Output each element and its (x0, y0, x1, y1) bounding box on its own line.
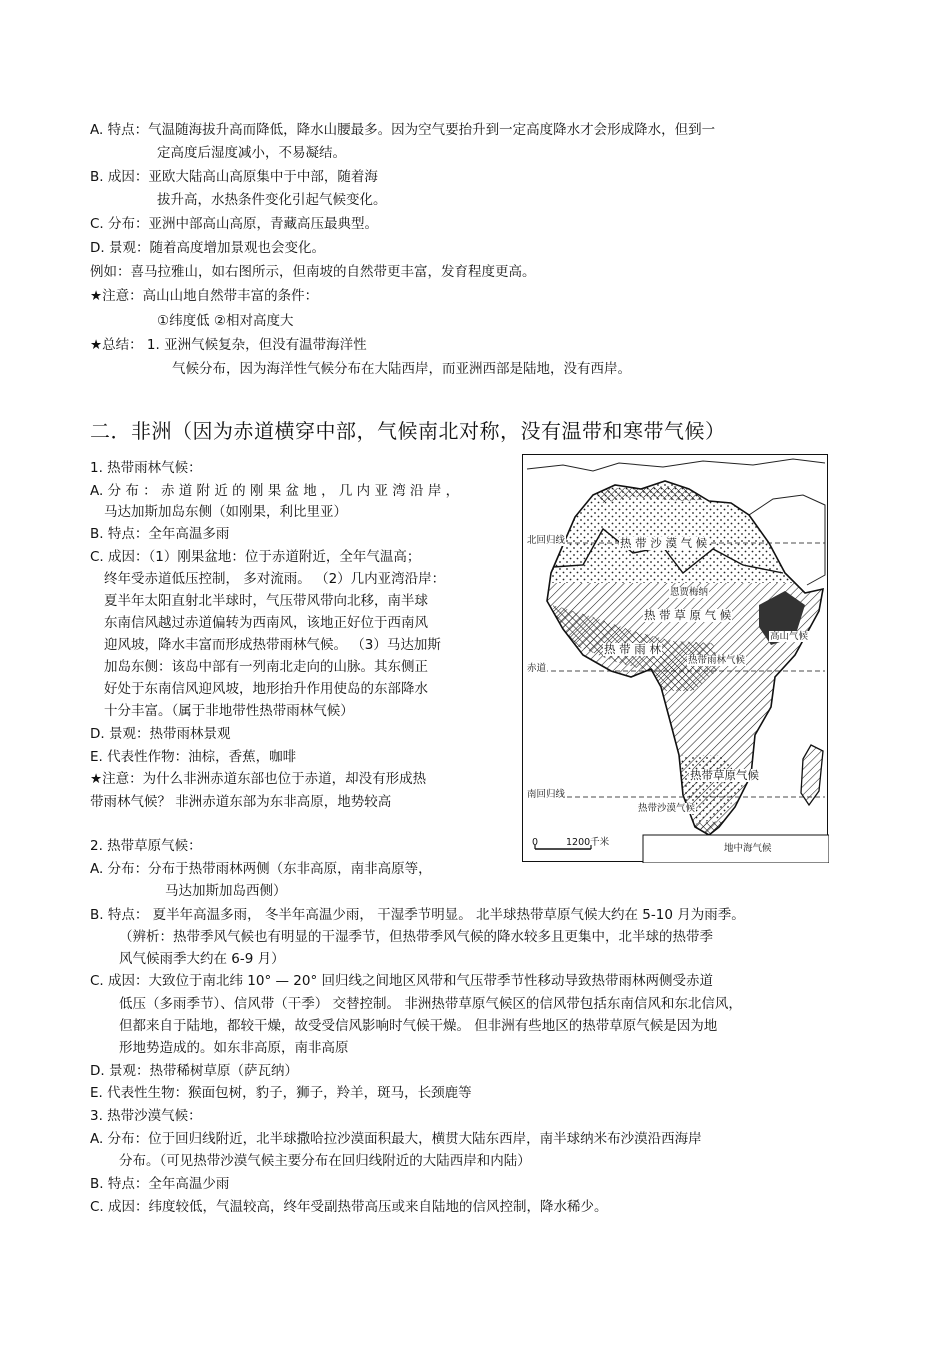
rainforest-note-line2: 带雨林气候？ 非洲赤道东部为东非高原，地势较高 (90, 794, 392, 810)
rainforest-e-line: E. 代表性作物：油棕，香蕉，咖啡 (90, 749, 297, 765)
desert-c-line: C. 成因：纬度较低，气温较高，终年受副热带高压或来自陆地的信风控制，降水稀少。 (90, 1199, 608, 1215)
rainforest-a-line1: A. 分 布 ： 赤 道 附 近 的 刚 果 盆 地 ， 几 内 亚 湾 沿 岸 ， (90, 483, 460, 499)
savanna-c-line3: 但都来自于陆地，都较干燥，故受受信风影响时气候干燥。 但非洲有些地区的热带草原气候是因为地 (119, 1018, 718, 1034)
madagascar (801, 745, 823, 805)
label-rainforest-zone: 热带雨林气候 (688, 655, 746, 666)
savanna-d-line: D. 景观：热带稀树草原（萨瓦纳） (90, 1063, 298, 1079)
label-equator: 赤道 (527, 663, 547, 674)
asia-a-line1: A. 特点：气温随海拔升高而降低，降水山腰最多。因为空气要抬升到一定高度降水才会形成降水，但到一 (90, 122, 716, 138)
savanna-b-line1: B. 特点： 夏半年高温多雨， 冬半年高温少雨， 干湿季节明显。 北半球热带草原气候大约在 5-10 月为雨季。 (90, 907, 745, 923)
asia-b-line2: 拔升高，水热条件变化引起气候变化。 (157, 192, 387, 208)
desert-a-line1: A. 分布：位于回归线附近，北半球撒哈拉沙漠面积最大，横贯大陆东西岸，南半球纳米布沙漠沿西海岸 (90, 1131, 702, 1147)
label-rainforest: 热 带 雨 林 (604, 642, 661, 656)
asia-b-line1: B. 成因：亚欧大陆高山高原集中于中部，随着海 (90, 169, 378, 185)
label-desert-south: 热带沙漠气候 (638, 803, 696, 814)
savanna-c-line4: 形地势造成的。如东非高原，南非高原 (119, 1040, 349, 1056)
savanna-title: 2. 热带草原气候： (90, 838, 202, 854)
rainforest-note-line1: ★注意：为什么非洲赤道东部也位于赤道，却没有形成热 (90, 771, 427, 787)
label-tropic-north: 北回归线 (527, 535, 566, 546)
rainforest-c-line8: 十分丰富。（属于非地带性热带雨林气候） (104, 703, 354, 719)
rainforest-b-line: B. 特点：全年高温多雨 (90, 526, 230, 542)
rainforest-c-line5: 迎风坡，降水丰富而形成热带雨林气候。 （3）马达加斯 (104, 637, 441, 653)
asia-c-line: C. 分布：亚洲中部高山高原，青藏高压最典型。 (90, 216, 379, 232)
label-sahel: 恩贾梅纳 (670, 587, 709, 598)
rainforest-a-line2: 马达加斯加岛东侧（如刚果，利比里亚） (104, 504, 347, 520)
asia-summary-line1: ★总结： 1. 亚洲气候复杂，但没有温带海洋性 (90, 337, 367, 353)
label-sahara-desert: 热 带 沙 漠 气 候 (620, 536, 708, 550)
savanna-c-line1: C. 成因：大致位于南北纬 10° — 20° 回归线之间地区风带和气压带季节性移动导致热带雨林两侧受赤道 (90, 973, 714, 989)
label-scale-zero: 0 (532, 837, 539, 848)
rainforest-title: 1. 热带雨林气候： (90, 460, 202, 476)
rainforest-c-line6: 加岛东侧：该岛中部有一列南北走向的山脉。其东侧正 (104, 659, 428, 675)
asia-example: 例如：喜马拉雅山，如右图所示，但南坡的自然带更丰富，发育程度更高。 (90, 264, 536, 280)
africa-map-graphic (523, 455, 829, 863)
desert-b-line: B. 特点：全年高温少雨 (90, 1176, 230, 1192)
asia-note-items: ①纬度低 ②相对高度大 (157, 313, 294, 329)
label-mediterranean: 地中海气候 (724, 843, 772, 854)
savanna-b-line3: 风气候雨季大约在 6-9 月） (119, 951, 285, 967)
label-savanna-north: 热 带 草 原 气 候 (644, 608, 732, 622)
desert-title: 3. 热带沙漠气候： (90, 1108, 202, 1124)
label-scale-distance: 1200千米 (566, 837, 610, 848)
savanna-a-line1: A. 分布：分布于热带雨林两侧（东非高原，南非高原等， (90, 861, 432, 877)
savanna-a-line2: 马达加斯加岛西侧） (165, 883, 287, 899)
asia-d-line: D. 景观：随着高度增加景观也会变化。 (90, 240, 325, 256)
label-savanna-south: 热带草原气候 (690, 768, 759, 782)
eurasia-coast (527, 459, 825, 471)
rainforest-c-line1: C. 成因：（1）刚果盆地：位于赤道附近，全年气温高； (90, 549, 421, 565)
asia-summary-line2: 气候分布，因为海洋性气候分布在大陆西岸，而亚洲西部是陆地，没有西岸。 (172, 361, 631, 377)
label-tropic-south: 南回归线 (527, 789, 566, 800)
savanna-c-line2: 低压（多雨季节）、信风带（干季） 交替控制。 非洲热带草原气候区的信风带包括东南信风和东北信风， (119, 996, 742, 1012)
rainforest-c-line7: 好处于东南信风迎风坡，地形抬升作用使岛的东部降水 (104, 681, 428, 697)
savanna-e-line: E. 代表性生物：猴面包树，豹子，狮子，羚羊，斑马，长颈鹿等 (90, 1085, 472, 1101)
africa-climate-map (522, 454, 828, 862)
savanna-b-line2: （辨析：热带季风气候也有明显的干湿季节，但热带季风气候的降水较多且更集中，北半球的热带季 (119, 929, 713, 945)
desert-a-line2: 分布。（可见热带沙漠气候主要分布在回归线附近的大陆西岸和内陆） (119, 1153, 531, 1169)
rainforest-d-line: D. 景观：热带雨林景观 (90, 726, 231, 742)
rainforest-c-line4: 东南信风越过赤道偏转为西南风，该地正好位于西南风 (104, 615, 428, 631)
rainforest-c-line3: 夏半年太阳直射北半球时，气压带风带向北移，南半球 (104, 593, 428, 609)
rainforest-c-line2: 终年受赤道低压控制， 多对流雨。 （2）几内亚湾沿岸： (104, 571, 446, 587)
label-highland: 高山气候 (770, 631, 809, 642)
asia-note-title: ★注意：高山山地自然带丰富的条件： (90, 288, 319, 304)
section-title-africa: 二．非洲（因为赤道横穿中部，气候南北对称，没有温带和寒带气候） (90, 419, 726, 443)
asia-a-line2: 定高度后湿度减小，不易凝结。 (157, 145, 346, 161)
